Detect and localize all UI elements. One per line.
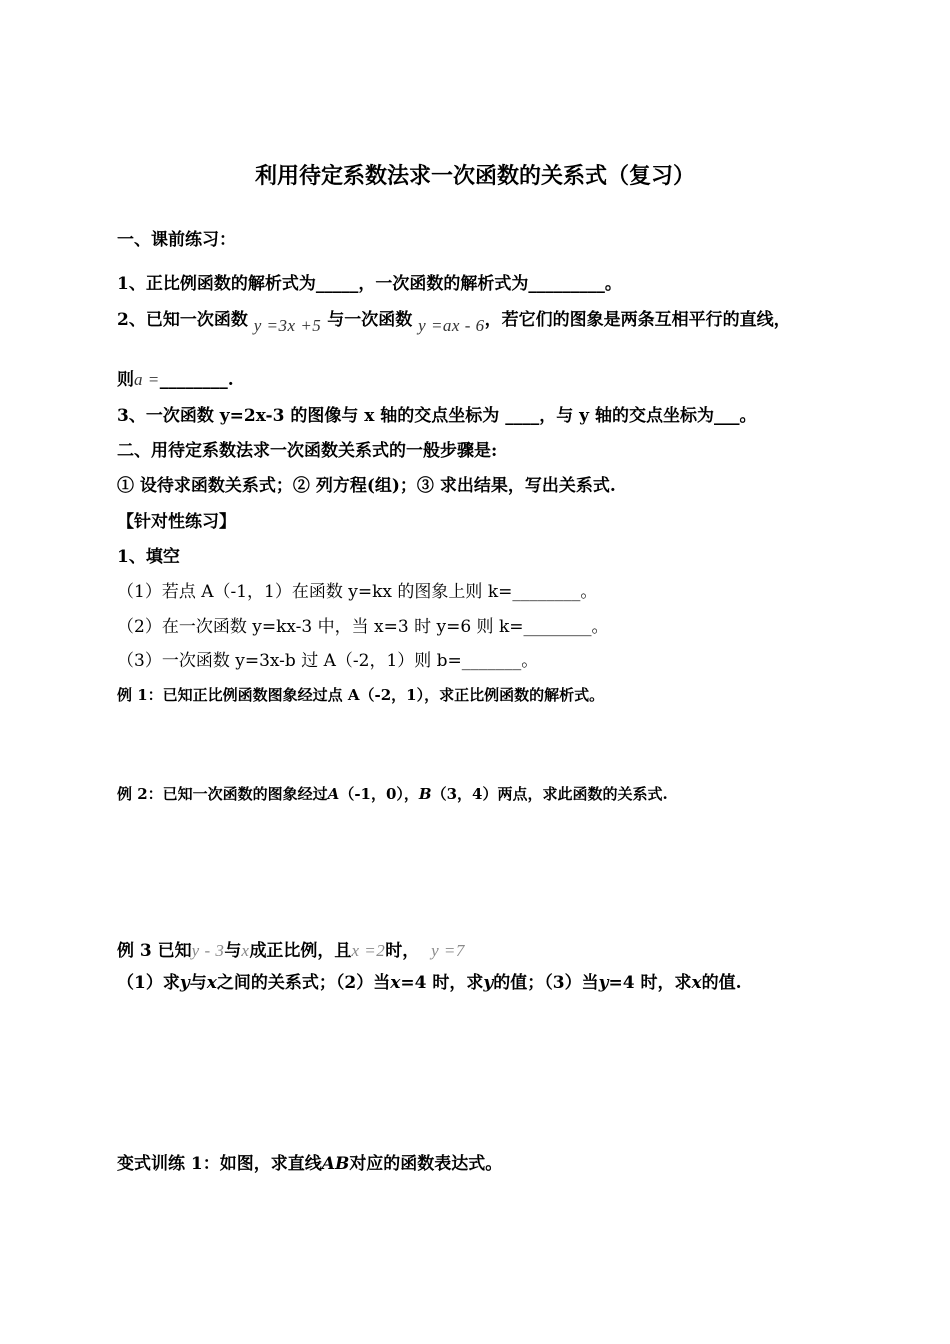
ex3-text-4: =4 时，求 (400, 973, 484, 993)
coord-b: （3，4）两点，求此函数的关系式. (431, 785, 668, 803)
equation-1: y =3x +5 (253, 316, 322, 335)
question-2b-prefix: 则 (117, 370, 134, 390)
example-1: 例 1：已知正比例函数图象经过点 A（-2，1），求正比例函数的解析式。 (117, 686, 605, 704)
question-2-middle: 与一次函数 (327, 310, 413, 330)
example-3-questions (117, 972, 742, 994)
example-3-mid3: 时， (385, 941, 420, 961)
question-1: 1、正比例函数的解析式为_____，一次函数的解析式为_________。 (117, 274, 622, 294)
ex3-var-x2: x (390, 973, 401, 993)
question-2-prefix: 2、已知一次函数 (117, 310, 248, 330)
steps-list: ① 设待求函数关系式；② 列方程(组)；③ 求出结果，写出关系式. (117, 476, 616, 496)
example-2 (117, 783, 668, 805)
line-ab: AB (321, 1154, 350, 1174)
coord-a: （-1，0）， (339, 785, 419, 803)
question-2 (117, 309, 791, 335)
practice-item-3: （3）一次函数 y=3x-b 过 A（-2，1）则 b=_______。 (117, 651, 539, 671)
ex3-var-x3: x (691, 973, 702, 993)
question-3: 3、一次函数 y=2x-3 的图像与 x 轴的交点坐标为 ____，与 y 轴的交点坐标为___。 (117, 406, 757, 426)
equation-x-equals-2: x =2 (351, 941, 386, 960)
ex3-text-3: 之间的关系式；（2）当 (216, 973, 391, 993)
question-2-continued (117, 369, 234, 391)
equation-2: y =ax - 6 (418, 316, 485, 335)
practice-item-1: （1）若点 A（-1，1）在函数 y=kx 的图象上则 k=________。 (117, 582, 598, 602)
page-title: 利用待定系数法求一次函数的关系式（复习） (254, 163, 695, 189)
example-2-prefix: 例 2：已知一次函数的图象经过 (117, 785, 328, 803)
ex3-text-6: =4 时，求 (608, 973, 692, 993)
variant-prefix: 变式训练 1：如图，求直线 (117, 1154, 322, 1174)
equation-y-equals-7: y =7 (431, 941, 465, 960)
point-b: B (418, 785, 432, 803)
example-3-prefix: 例 3 已知 (117, 941, 192, 961)
variable-x: x (241, 941, 250, 960)
practice-heading: 【针对性练习】 (117, 512, 236, 532)
equation-y-minus-3: y - 3 (191, 941, 225, 960)
fill-heading: 1、填空 (117, 547, 180, 567)
ex3-text-1: （1）求 (117, 973, 180, 993)
ex3-var-y3: y (598, 973, 609, 993)
ex3-var-y1: y (179, 973, 190, 993)
section-heading-steps: 二、用待定系数法求一次函数关系式的一般步骤是: (117, 441, 498, 461)
ex3-var-x1: x (206, 973, 217, 993)
variant-training-1 (117, 1153, 502, 1175)
variant-suffix: 对应的函数表达式。 (349, 1154, 503, 1174)
ex3-text-7: 的值. (701, 973, 742, 993)
practice-item-2: （2）在一次函数 y=kx-3 中，当 x=3 时 y=6 则 k=________。 (117, 617, 609, 637)
ex3-text-2: 与 (189, 973, 207, 993)
example-3-mid1: 与 (224, 941, 242, 961)
example-3-mid2: 成正比例，且 (249, 941, 352, 961)
ex3-text-5: 的值；（3）当 (493, 973, 599, 993)
ex3-var-y2: y (483, 973, 494, 993)
example-3 (117, 940, 465, 962)
section-heading-warmup: 一、课前练习： (117, 230, 236, 250)
variable-a: a = (134, 370, 160, 389)
point-a: A (327, 785, 340, 803)
question-2-suffix: ，若它们的图象是两条互相平行的直线， (484, 310, 791, 330)
question-2b-blank: ________. (159, 370, 234, 390)
